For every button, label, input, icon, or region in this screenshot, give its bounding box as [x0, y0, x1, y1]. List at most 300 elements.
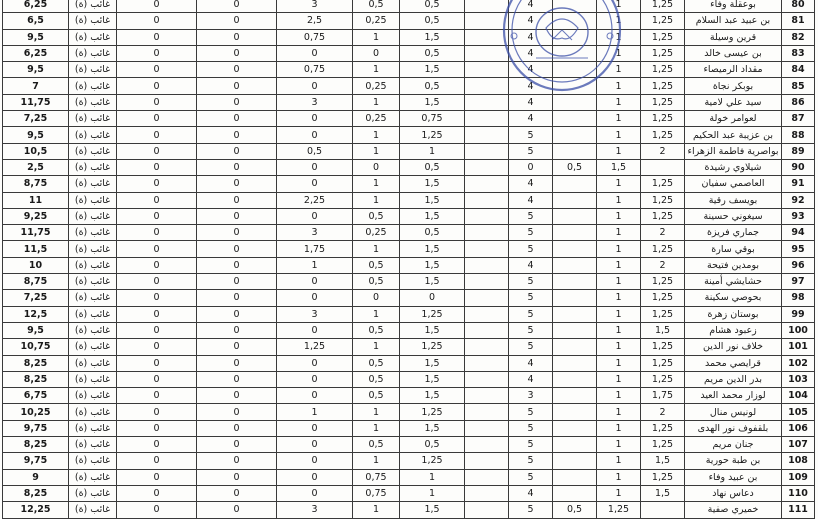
score-cell: 0 — [197, 339, 277, 355]
score-cell: 0 — [197, 469, 277, 485]
score-cell: 3 — [277, 94, 353, 110]
score-cell: 0 — [197, 94, 277, 110]
status-cell: غائب (ة) — [69, 355, 117, 371]
score-cell: 0 — [197, 290, 277, 306]
score-cell — [553, 225, 597, 241]
score-cell — [465, 290, 509, 306]
score-cell: 0,5 — [353, 0, 400, 13]
total-cell: 9,75 — [3, 420, 69, 436]
student-name-cell: شيلاوي رشيدة — [685, 159, 782, 175]
score-cell — [465, 94, 509, 110]
score-cell: 1 — [400, 143, 465, 159]
score-cell: 1,25 — [641, 437, 685, 453]
score-cell: 0 — [277, 355, 353, 371]
status-cell: غائب (ة) — [69, 225, 117, 241]
score-cell: 0 — [117, 29, 197, 45]
table-row — [3, 225, 815, 241]
score-cell: 5 — [509, 437, 553, 453]
status-cell: غائب (ة) — [69, 13, 117, 29]
score-cell: 0 — [117, 45, 197, 61]
score-cell — [553, 339, 597, 355]
table-row — [3, 322, 815, 338]
student-name-cell: بوقي سارة — [685, 241, 782, 257]
score-cell: 5 — [509, 241, 553, 257]
row-number-cell: 88 — [782, 127, 815, 143]
score-cell: 0 — [277, 78, 353, 94]
score-cell: 0 — [353, 290, 400, 306]
score-cell: 5 — [509, 502, 553, 518]
score-cell: 0 — [117, 225, 197, 241]
student-name-cell: جماري فريزة — [685, 225, 782, 241]
score-cell: 1,25 — [641, 78, 685, 94]
score-cell: 1,5 — [641, 485, 685, 501]
score-cell: 0 — [353, 45, 400, 61]
status-cell: غائب (ة) — [69, 111, 117, 127]
status-cell: غائب (ة) — [69, 453, 117, 469]
student-name-cell: بحوصي سكينة — [685, 290, 782, 306]
row-number-cell: 82 — [782, 29, 815, 45]
score-cell — [465, 257, 509, 273]
table-row — [3, 159, 815, 175]
score-cell: 5 — [509, 306, 553, 322]
score-cell: 0 — [197, 111, 277, 127]
score-cell: 1 — [597, 437, 641, 453]
status-cell: غائب (ة) — [69, 29, 117, 45]
score-cell: 3 — [277, 0, 353, 13]
score-cell: 0 — [277, 420, 353, 436]
score-cell: 0 — [117, 322, 197, 338]
score-cell: 0 — [197, 78, 277, 94]
score-cell: 4 — [509, 176, 553, 192]
score-cell: 5 — [509, 225, 553, 241]
total-cell: 9,5 — [3, 62, 69, 78]
score-cell: 0 — [117, 192, 197, 208]
score-cell: 4 — [509, 94, 553, 110]
score-cell — [553, 469, 597, 485]
score-cell: 1 — [597, 225, 641, 241]
score-cell: 0 — [197, 45, 277, 61]
score-cell: 1,25 — [641, 355, 685, 371]
score-cell: 5 — [509, 143, 553, 159]
score-cell: 1 — [597, 404, 641, 420]
score-cell: 0 — [117, 241, 197, 257]
score-cell: 3 — [509, 388, 553, 404]
score-cell: 5 — [509, 322, 553, 338]
score-cell — [465, 306, 509, 322]
student-name-cell: بواصرية فاطمة الزهراء — [685, 143, 782, 159]
row-number-cell: 95 — [782, 241, 815, 257]
score-cell: 0 — [277, 274, 353, 290]
student-name-cell: بوبكر نجاة — [685, 78, 782, 94]
score-cell: 0 — [197, 176, 277, 192]
score-cell: 1 — [597, 241, 641, 257]
score-cell: 0 — [197, 192, 277, 208]
score-cell: 4 — [509, 29, 553, 45]
score-cell — [465, 13, 509, 29]
total-cell: 9,75 — [3, 453, 69, 469]
status-cell: غائب (ة) — [69, 176, 117, 192]
table-row — [3, 241, 815, 257]
row-number-cell: 89 — [782, 143, 815, 159]
student-name-cell: قرايصي محمد — [685, 355, 782, 371]
score-cell: 1 — [353, 192, 400, 208]
score-cell — [465, 469, 509, 485]
table-row — [3, 192, 815, 208]
score-cell: 1,25 — [641, 306, 685, 322]
row-number-cell: 100 — [782, 322, 815, 338]
status-cell: غائب (ة) — [69, 241, 117, 257]
score-cell: 1 — [597, 192, 641, 208]
score-cell — [553, 388, 597, 404]
table-row — [3, 13, 815, 29]
score-cell: 0,5 — [400, 225, 465, 241]
score-cell: 0 — [117, 62, 197, 78]
score-cell: 4 — [509, 13, 553, 29]
row-number-cell: 101 — [782, 339, 815, 355]
score-cell: 0,5 — [353, 371, 400, 387]
score-cell: 0,75 — [277, 62, 353, 78]
score-cell: 1,5 — [400, 371, 465, 387]
status-cell: غائب (ة) — [69, 94, 117, 110]
total-cell: 9 — [3, 469, 69, 485]
score-cell — [553, 404, 597, 420]
score-cell: 4 — [509, 355, 553, 371]
score-cell: 0 — [117, 420, 197, 436]
student-name-cell: بن عيسى خالد — [685, 45, 782, 61]
total-cell: 9,25 — [3, 208, 69, 224]
score-cell: 0 — [197, 241, 277, 257]
status-cell: غائب (ة) — [69, 420, 117, 436]
table-row — [3, 0, 815, 13]
score-cell: 0 — [197, 420, 277, 436]
score-cell — [465, 437, 509, 453]
row-number-cell: 109 — [782, 469, 815, 485]
score-cell — [553, 241, 597, 257]
table-row — [3, 45, 815, 61]
score-cell: 0,5 — [553, 159, 597, 175]
score-cell: 1 — [353, 502, 400, 518]
score-cell: 0 — [197, 322, 277, 338]
score-cell: 0 — [117, 290, 197, 306]
student-name-cell: بوعقلة وفاء — [685, 0, 782, 13]
score-cell: 1 — [353, 420, 400, 436]
score-cell — [553, 0, 597, 13]
score-cell: 0 — [197, 485, 277, 501]
score-cell — [553, 127, 597, 143]
row-number-cell: 94 — [782, 225, 815, 241]
row-number-cell: 91 — [782, 176, 815, 192]
score-cell: 1 — [597, 94, 641, 110]
status-cell: غائب (ة) — [69, 437, 117, 453]
score-cell: 1 — [353, 127, 400, 143]
score-cell: 5 — [509, 404, 553, 420]
score-cell: 4 — [509, 485, 553, 501]
score-cell — [553, 257, 597, 273]
score-cell: 1,25 — [641, 94, 685, 110]
score-cell — [465, 111, 509, 127]
student-name-cell: بن عبيد وفاء — [685, 469, 782, 485]
student-name-cell: سيد علي لامية — [685, 94, 782, 110]
status-cell: غائب (ة) — [69, 0, 117, 13]
score-cell: 0 — [117, 502, 197, 518]
score-cell: 1 — [597, 388, 641, 404]
status-cell: غائب (ة) — [69, 192, 117, 208]
score-cell: 0 — [117, 176, 197, 192]
score-cell: 0 — [277, 437, 353, 453]
score-cell: 5 — [509, 127, 553, 143]
score-cell: 1 — [400, 469, 465, 485]
score-cell: 0 — [197, 371, 277, 387]
table-row — [3, 257, 815, 273]
score-cell: 1,5 — [400, 29, 465, 45]
total-cell: 11,75 — [3, 225, 69, 241]
score-cell: 0 — [277, 388, 353, 404]
score-cell: 4 — [509, 111, 553, 127]
score-cell: 5 — [509, 420, 553, 436]
score-cell: 1 — [597, 0, 641, 13]
table-row — [3, 62, 815, 78]
row-number-cell: 110 — [782, 485, 815, 501]
score-cell: 1,25 — [641, 274, 685, 290]
student-name-cell: خلاف نور الدين — [685, 339, 782, 355]
score-cell: 0,5 — [400, 45, 465, 61]
score-cell — [553, 306, 597, 322]
score-cell: 0 — [197, 225, 277, 241]
score-cell: 2,5 — [277, 13, 353, 29]
score-cell — [553, 176, 597, 192]
score-cell: 0 — [197, 502, 277, 518]
total-cell: 11,75 — [3, 94, 69, 110]
score-cell: 0 — [197, 355, 277, 371]
total-cell: 6,5 — [3, 13, 69, 29]
score-cell: 0 — [117, 78, 197, 94]
score-cell: 0 — [197, 0, 277, 13]
score-cell — [465, 453, 509, 469]
score-cell: 1,25 — [641, 127, 685, 143]
student-name-cell: بويسف رقية — [685, 192, 782, 208]
score-cell: 0,5 — [353, 208, 400, 224]
student-name-cell: جنان مريم — [685, 437, 782, 453]
score-cell: 0 — [277, 176, 353, 192]
score-cell — [553, 143, 597, 159]
status-cell: غائب (ة) — [69, 62, 117, 78]
score-cell: 0,5 — [353, 257, 400, 273]
score-cell: 0 — [197, 13, 277, 29]
score-cell: 0,5 — [353, 388, 400, 404]
score-cell: 0,5 — [400, 437, 465, 453]
score-cell: 5 — [509, 469, 553, 485]
row-number-cell: 98 — [782, 290, 815, 306]
score-cell — [553, 437, 597, 453]
student-name-cell: قرين وسيلة — [685, 29, 782, 45]
score-cell: 2,25 — [277, 192, 353, 208]
score-cell: 0 — [277, 453, 353, 469]
score-cell: 0,5 — [353, 437, 400, 453]
score-cell — [553, 371, 597, 387]
score-cell: 1,25 — [400, 453, 465, 469]
score-cell: 1 — [597, 420, 641, 436]
score-cell: 0 — [277, 485, 353, 501]
table-row — [3, 404, 815, 420]
score-cell: 0 — [117, 469, 197, 485]
total-cell: 12,25 — [3, 502, 69, 518]
row-number-cell: 99 — [782, 306, 815, 322]
score-cell: 1,5 — [400, 176, 465, 192]
score-cell — [465, 62, 509, 78]
score-cell: 0 — [117, 111, 197, 127]
score-cell: 0 — [117, 306, 197, 322]
score-cell: 1,25 — [641, 290, 685, 306]
score-cell: 1,25 — [641, 339, 685, 355]
row-number-cell: 107 — [782, 437, 815, 453]
score-cell — [465, 241, 509, 257]
score-cell: 0,25 — [353, 225, 400, 241]
score-cell: 1 — [597, 111, 641, 127]
row-number-cell: 111 — [782, 502, 815, 518]
score-cell: 1 — [597, 469, 641, 485]
score-cell: 1,25 — [641, 420, 685, 436]
score-cell: 1 — [597, 371, 641, 387]
score-cell: 0 — [277, 322, 353, 338]
score-cell: 1 — [353, 29, 400, 45]
score-cell: 0,25 — [353, 13, 400, 29]
score-cell: 1 — [597, 78, 641, 94]
student-name-cell: حشايشي أمينة — [685, 274, 782, 290]
score-cell: 4 — [509, 192, 553, 208]
score-cell: 1 — [597, 355, 641, 371]
row-number-cell: 84 — [782, 62, 815, 78]
table-row — [3, 306, 815, 322]
table-row — [3, 290, 815, 306]
score-cell: 1,25 — [641, 371, 685, 387]
score-cell: 0 — [197, 257, 277, 273]
score-cell: 0 — [277, 290, 353, 306]
row-number-cell: 86 — [782, 94, 815, 110]
score-cell: 1 — [597, 176, 641, 192]
score-cell: 0 — [197, 208, 277, 224]
score-cell: 1 — [597, 339, 641, 355]
score-cell: 0,5 — [400, 78, 465, 94]
total-cell: 8,25 — [3, 355, 69, 371]
score-cell: 1,25 — [641, 29, 685, 45]
score-cell: 0 — [117, 94, 197, 110]
score-cell: 1,25 — [641, 45, 685, 61]
score-cell: 1,5 — [400, 502, 465, 518]
score-cell: 1,5 — [400, 257, 465, 273]
score-cell: 1,25 — [641, 192, 685, 208]
score-cell — [465, 208, 509, 224]
score-cell: 1 — [353, 306, 400, 322]
score-cell — [465, 159, 509, 175]
status-cell: غائب (ة) — [69, 371, 117, 387]
score-cell — [553, 45, 597, 61]
score-cell — [465, 45, 509, 61]
score-cell: 5 — [509, 453, 553, 469]
student-name-cell: لونيس منال — [685, 404, 782, 420]
status-cell: غائب (ة) — [69, 339, 117, 355]
score-cell: 0 — [197, 127, 277, 143]
score-cell — [465, 339, 509, 355]
score-cell: 2 — [641, 257, 685, 273]
student-name-cell: زعبود هشام — [685, 322, 782, 338]
score-cell: 1,5 — [400, 322, 465, 338]
score-cell: 1,25 — [641, 0, 685, 13]
total-cell: 6,75 — [3, 388, 69, 404]
score-cell: 0 — [117, 404, 197, 420]
score-cell — [465, 485, 509, 501]
score-cell: 0,75 — [353, 485, 400, 501]
score-cell: 1,5 — [400, 62, 465, 78]
score-cell: 1,5 — [400, 388, 465, 404]
score-cell: 1,5 — [597, 159, 641, 175]
score-cell — [553, 485, 597, 501]
score-cell: 0 — [117, 371, 197, 387]
table-row — [3, 127, 815, 143]
score-cell — [465, 192, 509, 208]
row-number-cell: 105 — [782, 404, 815, 420]
score-cell: 0 — [117, 257, 197, 273]
score-cell: 0,5 — [277, 143, 353, 159]
total-cell: 8,25 — [3, 371, 69, 387]
score-cell: 3 — [277, 306, 353, 322]
score-cell: 0 — [277, 159, 353, 175]
table-row — [3, 355, 815, 371]
score-cell — [465, 143, 509, 159]
score-cell: 3 — [277, 502, 353, 518]
table-row — [3, 94, 815, 110]
score-cell — [465, 127, 509, 143]
score-cell: 5 — [509, 274, 553, 290]
score-cell: 1,25 — [400, 404, 465, 420]
score-cell: 0 — [197, 306, 277, 322]
score-cell: 0 — [197, 404, 277, 420]
status-cell: غائب (ة) — [69, 143, 117, 159]
score-cell: 0 — [277, 45, 353, 61]
score-cell: 0 — [117, 339, 197, 355]
total-cell: 6,25 — [3, 45, 69, 61]
total-cell: 2,5 — [3, 159, 69, 175]
score-cell: 2 — [641, 404, 685, 420]
score-cell: 1,75 — [641, 388, 685, 404]
score-cell: 1,25 — [400, 306, 465, 322]
score-cell: 0 — [197, 143, 277, 159]
score-cell: 1 — [597, 274, 641, 290]
score-cell: 4 — [509, 257, 553, 273]
score-cell: 1,25 — [641, 62, 685, 78]
score-cell: 5 — [509, 339, 553, 355]
student-name-cell: سيغوني حسينة — [685, 208, 782, 224]
status-cell: غائب (ة) — [69, 485, 117, 501]
row-number-cell: 97 — [782, 274, 815, 290]
score-cell: 0 — [117, 127, 197, 143]
score-cell — [553, 13, 597, 29]
score-cell: 0,25 — [353, 111, 400, 127]
score-cell: 0 — [277, 208, 353, 224]
score-cell: 0 — [277, 371, 353, 387]
score-cell — [553, 355, 597, 371]
row-number-cell: 96 — [782, 257, 815, 273]
score-cell: 0 — [197, 159, 277, 175]
score-cell: 1 — [597, 62, 641, 78]
score-cell: 1,25 — [400, 127, 465, 143]
score-cell: 0 — [117, 159, 197, 175]
score-cell: 0 — [197, 437, 277, 453]
score-cell: 4 — [509, 45, 553, 61]
score-cell: 4 — [509, 78, 553, 94]
score-cell: 4 — [509, 62, 553, 78]
status-cell: غائب (ة) — [69, 159, 117, 175]
score-cell: 1 — [597, 13, 641, 29]
